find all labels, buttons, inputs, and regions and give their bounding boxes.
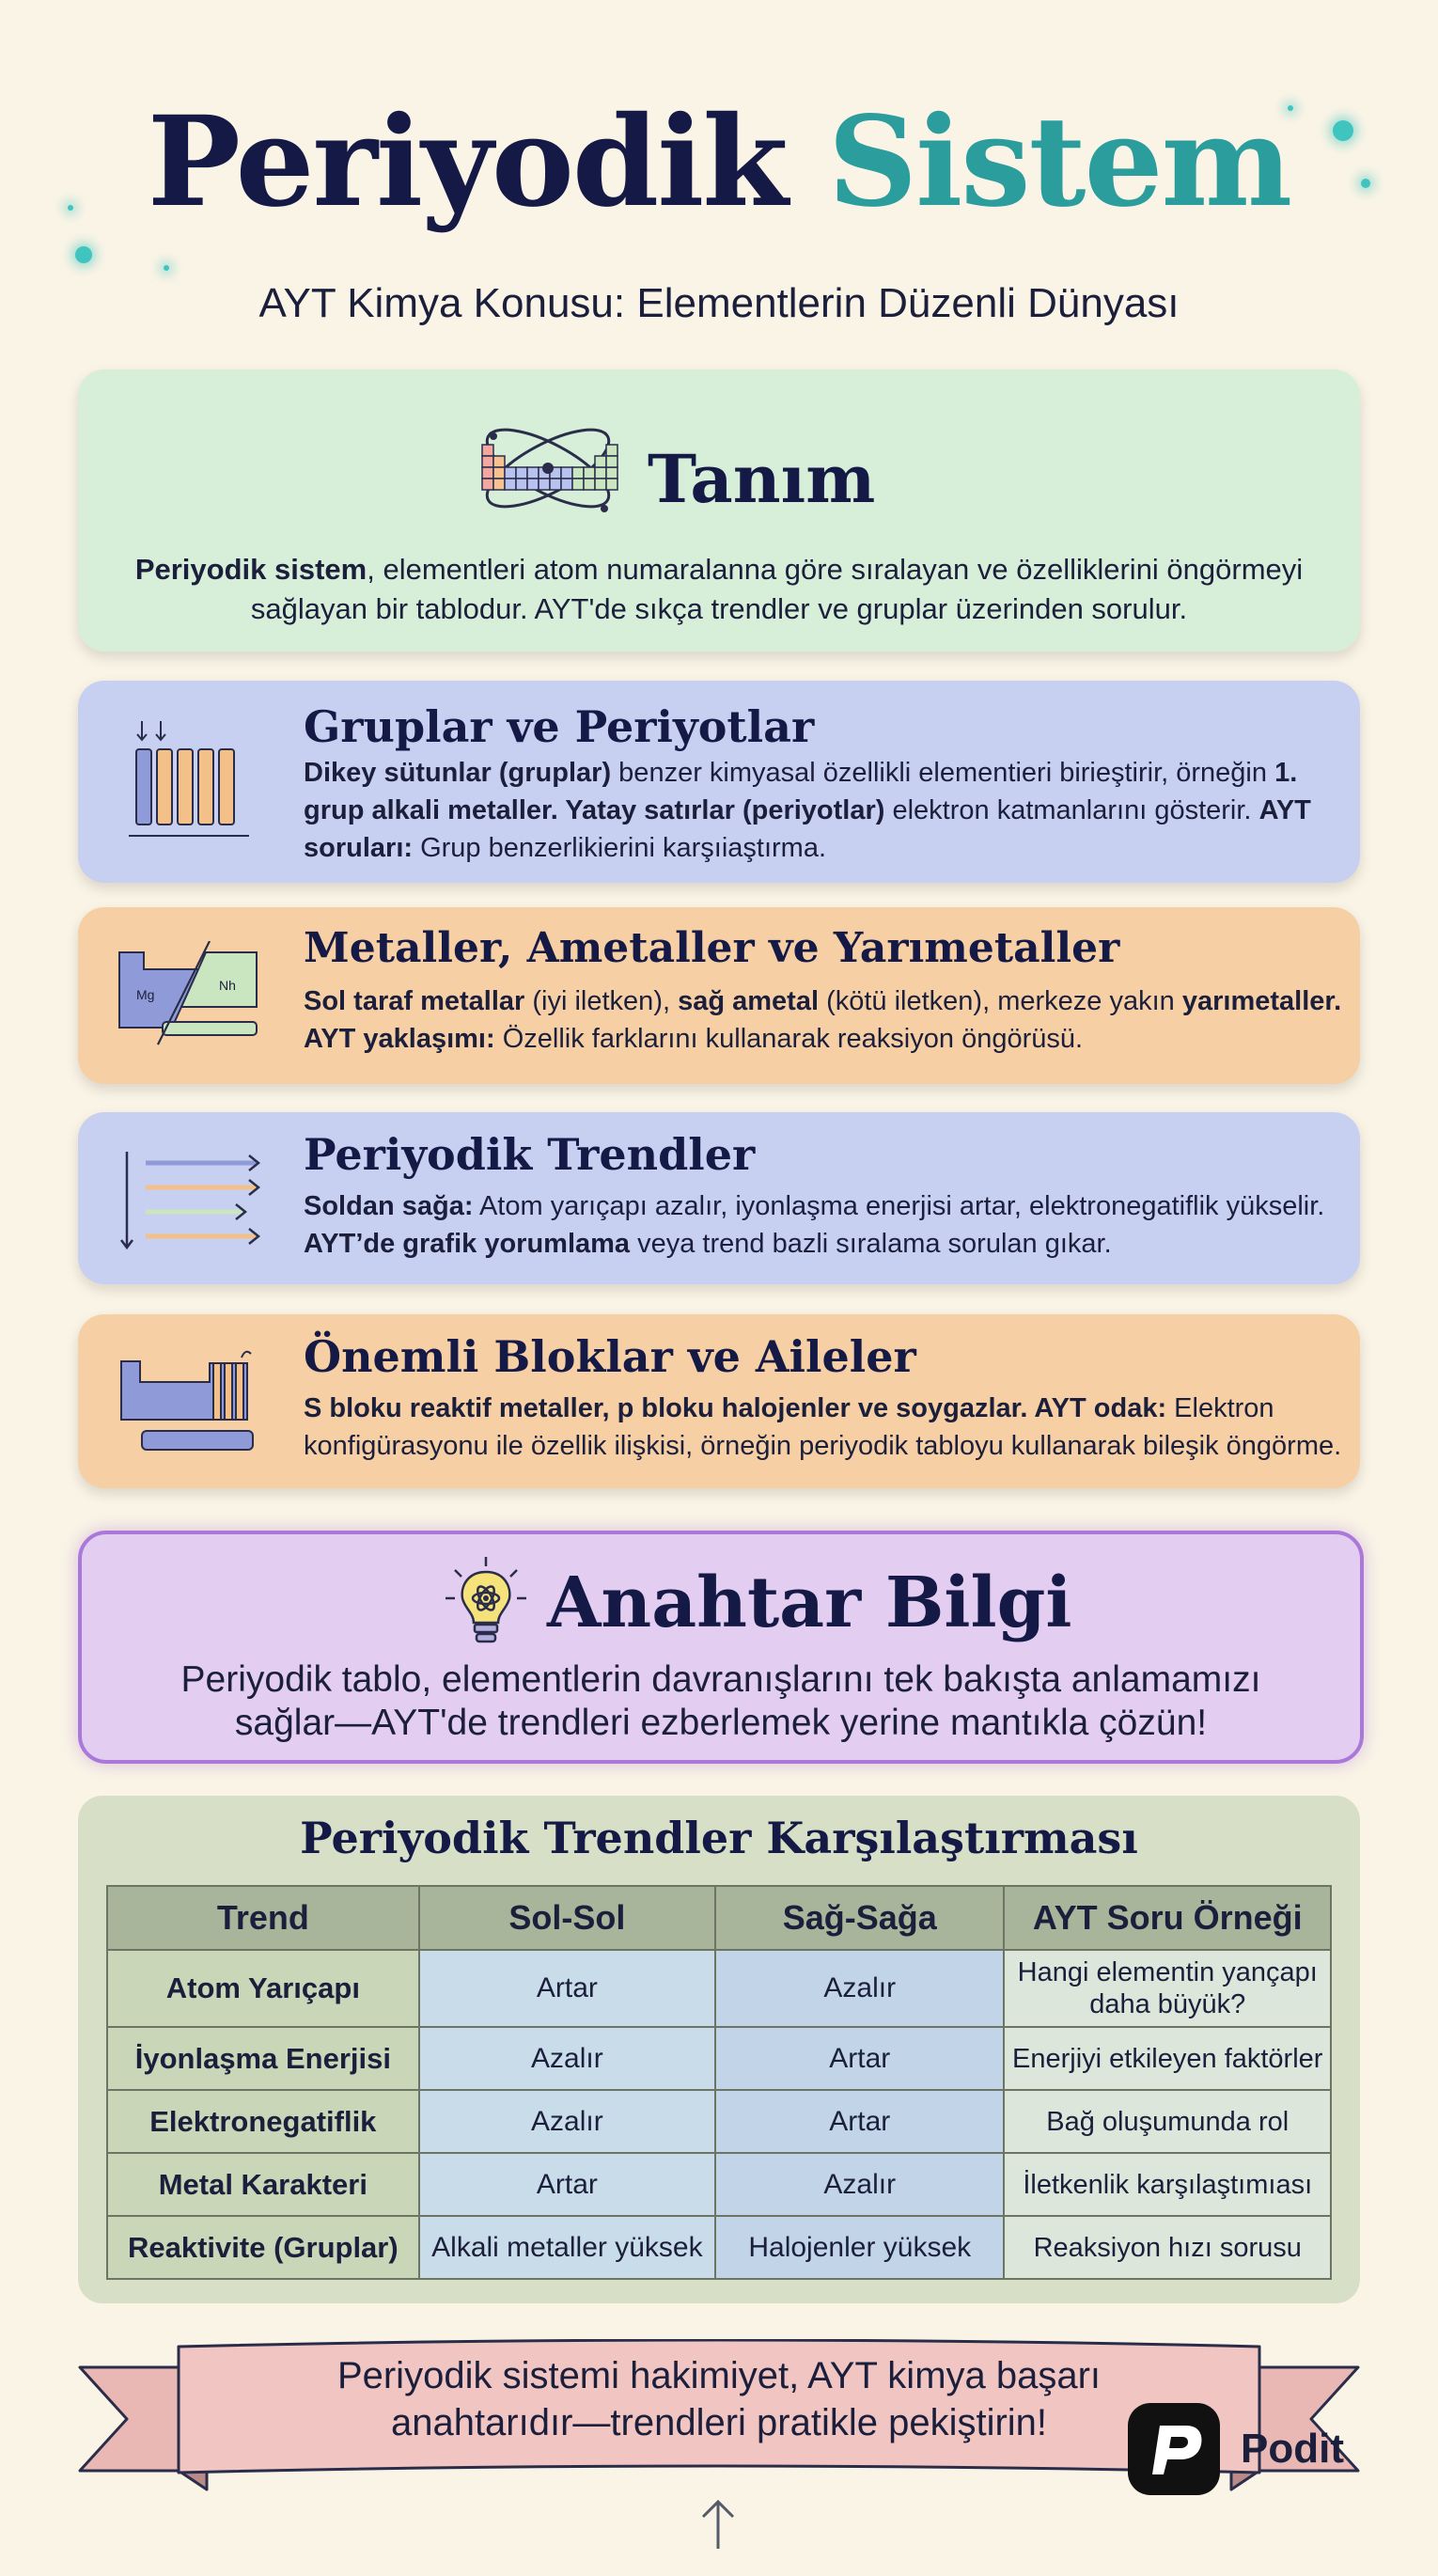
icon-label-right: Nh	[219, 978, 236, 993]
header-example: AYT Soru Örneği	[1004, 1886, 1331, 1950]
row-label: İyonlaşma Enerjisi	[107, 2027, 419, 2090]
podit-logo-icon	[1128, 2403, 1220, 2495]
groups-periods-card	[78, 681, 1360, 883]
title-part-2: Sistem	[827, 89, 1291, 235]
table-row	[107, 2216, 1331, 2279]
table-row	[107, 2090, 1331, 2153]
metals-card	[78, 907, 1360, 1084]
table-cell: Artar	[419, 2153, 715, 2216]
lightbulb-atom-icon	[444, 1555, 528, 1649]
table-cell: Azalır	[419, 2027, 715, 2090]
icon-label-left: Mg	[136, 987, 155, 1002]
groups-title: Gruplar ve Periyotlar	[304, 701, 815, 752]
brand-name: Podit	[1241, 2426, 1344, 2472]
table-row	[107, 1950, 1331, 2027]
table-cell: Halojenler yüksek	[715, 2216, 1004, 2279]
blocks-text: S bloku reaktif metaller, p bloku halojenler ve soygazlar. AYT odak: Elektron konfigürasyonu ile özellik ilişkisi, örneğin periyodik tabloyu kullanarak bileşik öngörme.	[304, 1393, 1342, 1461]
key-info-card	[78, 1531, 1364, 1764]
table-cell: Azalır	[715, 1950, 1004, 2027]
blocks-title: Önemli Bloklar ve Aileler	[304, 1331, 916, 1382]
row-label: Metal Karakteri	[107, 2153, 419, 2216]
key-info-text: Periyodik tablo, elementlerin davranışlarını tek bakışta anlamamızı sağlar—AYT'de trendleri ezberlemek yerine mantıkla çözün!	[180, 1659, 1261, 1743]
row-label: Atom Yarıçapı	[107, 1950, 419, 2027]
trend-arrows-icon	[116, 1142, 275, 1260]
row-label: Reaktivite (Gruplar)	[107, 2216, 419, 2279]
metals-text: Sol taraf metallar (iyi iletken), sağ ametal (kötü iletken), merkeze yakın yarımetaller. AYT yaklaşımı: Özellik farklarını kullanarak reaksiyon öngörüsü.	[304, 986, 1342, 1054]
key-info-title: Anahtar Bilgi	[547, 1563, 1072, 1643]
table-cell: İletkenlik karşılaştımıası	[1004, 2153, 1331, 2216]
trends-card	[78, 1112, 1360, 1284]
table-cell: Alkali metaller yüksek	[419, 2216, 715, 2279]
comparison-card	[78, 1796, 1360, 2303]
comparison-title: Periyodik Trendler Karşılaştırması	[300, 1813, 1138, 1863]
trends-title: Periyodik Trendler	[304, 1129, 756, 1180]
groups-text: Dikey sütunlar (gruplar) benzer kimyasal özellikli elementieri birieştirir, örneğin 1. grup alkali metaller. Yatay satırlar (periyotlar) elektron katmanlarını gösterir. AYT soruları: Grup benzerlikierini karşıiaştırma.	[304, 758, 1311, 863]
table-header-row	[107, 1886, 1331, 1950]
table-cell: Azalır	[419, 2090, 715, 2153]
header-left: Sol-Sol	[419, 1886, 715, 1950]
definition-card	[78, 369, 1360, 652]
table-cell: Hangi elementin yançapı daha büyük?	[1004, 1950, 1331, 2027]
definition-title: Tanım	[648, 440, 876, 518]
table-cell: Artar	[419, 1950, 715, 2027]
header-right: Sağ-Sağa	[715, 1886, 1004, 1950]
table-cell: Reaksiyon hızı sorusu	[1004, 2216, 1331, 2279]
page-title	[0, 89, 1438, 235]
title-part-1: Periyodik	[147, 89, 787, 235]
header-trend: Trend	[107, 1886, 419, 1950]
metal-nonmetal-map-icon	[116, 941, 266, 1054]
block-families-icon	[116, 1344, 275, 1467]
page-subtitle: AYT Kimya Konusu: Elementlerin Düzenli Dünyası	[258, 280, 1180, 326]
table-cell: Enerjiyi etkileyen faktörler	[1004, 2027, 1331, 2090]
arrow-up-icon[interactable]	[697, 2496, 739, 2552]
blocks-card	[78, 1314, 1360, 1488]
table-row	[107, 2153, 1331, 2216]
comparison-table	[106, 1885, 1332, 2280]
table-cell: Artar	[715, 2027, 1004, 2090]
periodic-table-atom-icon	[473, 405, 623, 532]
table-row	[107, 2027, 1331, 2090]
table-cell: Azalır	[715, 2153, 1004, 2216]
table-cell: Bağ oluşumunda rol	[1004, 2090, 1331, 2153]
table-cell: Artar	[715, 2090, 1004, 2153]
definition-text: Periyodik sistem, elementleri atom numaralanna göre sıralayan ve özelliklerini öngörmeyi sağlayan bir tablodur. AYT'de sıkça trendler ve gruplar üzerinden sorulur.	[134, 553, 1304, 625]
trends-text: Soldan sağa: Atom yarıçapı azalır, iyonlaşma enerjisi artar, elektronegatiflik yükselir. AYT’de grafik yorumlama veya trend bazli sıralama sorulan gıkar.	[304, 1191, 1325, 1259]
footer-banner-text: Periyodik sistemi hakimiyet, AYT kimya başarı anahtarıdır—trendleri pratikle pekiştirin!	[336, 2355, 1102, 2443]
row-label: Elektronegatiflik	[107, 2090, 419, 2153]
column-groups-icon	[125, 714, 257, 855]
metals-title: Metaller, Ametaller ve Yarımetaller	[304, 924, 1120, 972]
